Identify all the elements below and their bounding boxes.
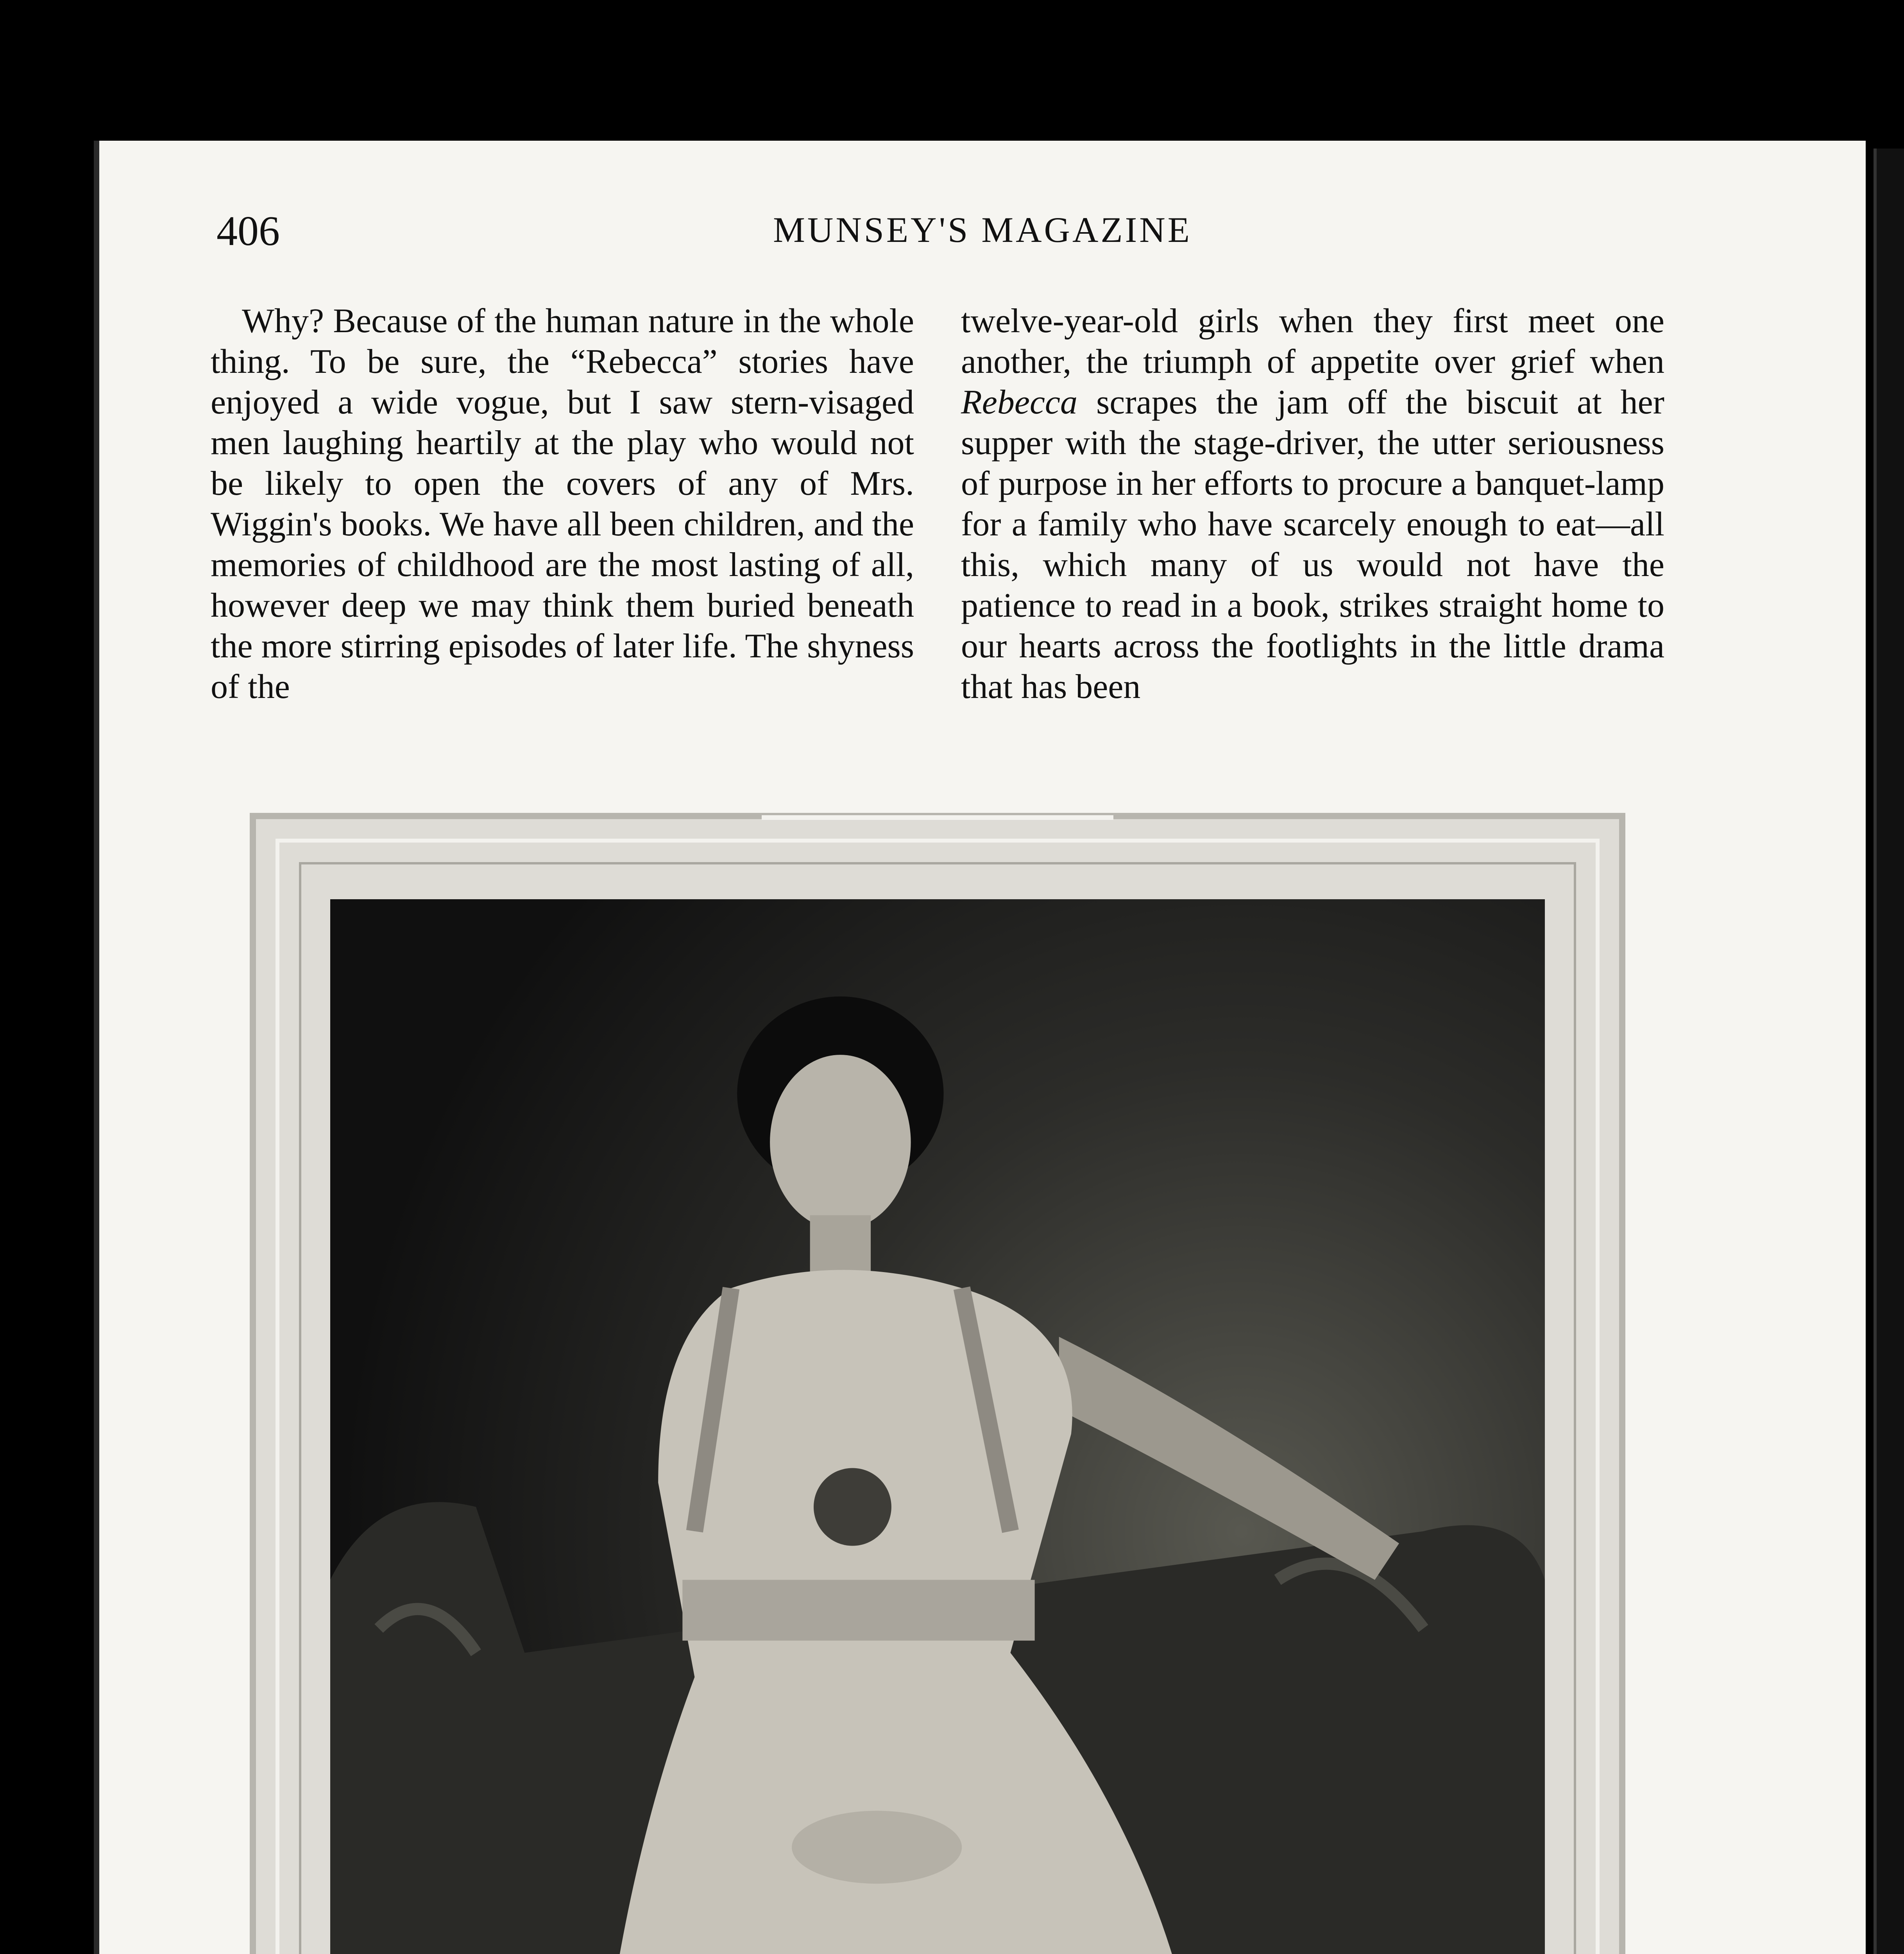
raised-arm [1059,1337,1399,1580]
right-column-text-end: scrapes the jam off the biscuit at her supper with the stage-driver, the utter seriousness of purpose in her efforts to procure a banquet-lamp for a family who have scarcely enough to eat—all this, which many of us would not have the patience to read in a book, strikes straight home to our hearts across the footlights in the little drama that has been [961,383,1664,706]
folded-hands [792,1811,962,1884]
running-head: MUNSEY'S MAGAZINE [773,210,1192,250]
right-text-column [961,301,1664,707]
right-column-italic-title: Rebecca [961,383,1077,421]
face-shape [770,1055,911,1230]
right-column-text-start: twelve-year-old girls when they first meet one another, the triumph of appetite over grief when [961,302,1664,381]
page-number: 406 [217,208,280,254]
left-text-column [211,301,914,707]
magazine-page [94,141,1866,1954]
portrait-illustration [330,899,1545,1954]
photo-frame [250,813,1625,1954]
corsage-shape [814,1468,891,1546]
left-column-text: Why? Because of the human nature in the whole thing. To be sure, the “Rebecca” stories have enjoyed a wide vogue, but I saw stern-visaged men laughing heartily at the play who would not be likely to open the covers of any of Mrs. Wiggin's books. We have all been children, and the memories of childhood are the most lasting of all, however deep we may think them buried beneath the more stirring episodes of later life. The shyness of the [211,302,914,706]
adjacent-page-edge [1874,149,1904,1954]
sash-shape [682,1580,1034,1641]
portrait-photograph [330,899,1545,1954]
